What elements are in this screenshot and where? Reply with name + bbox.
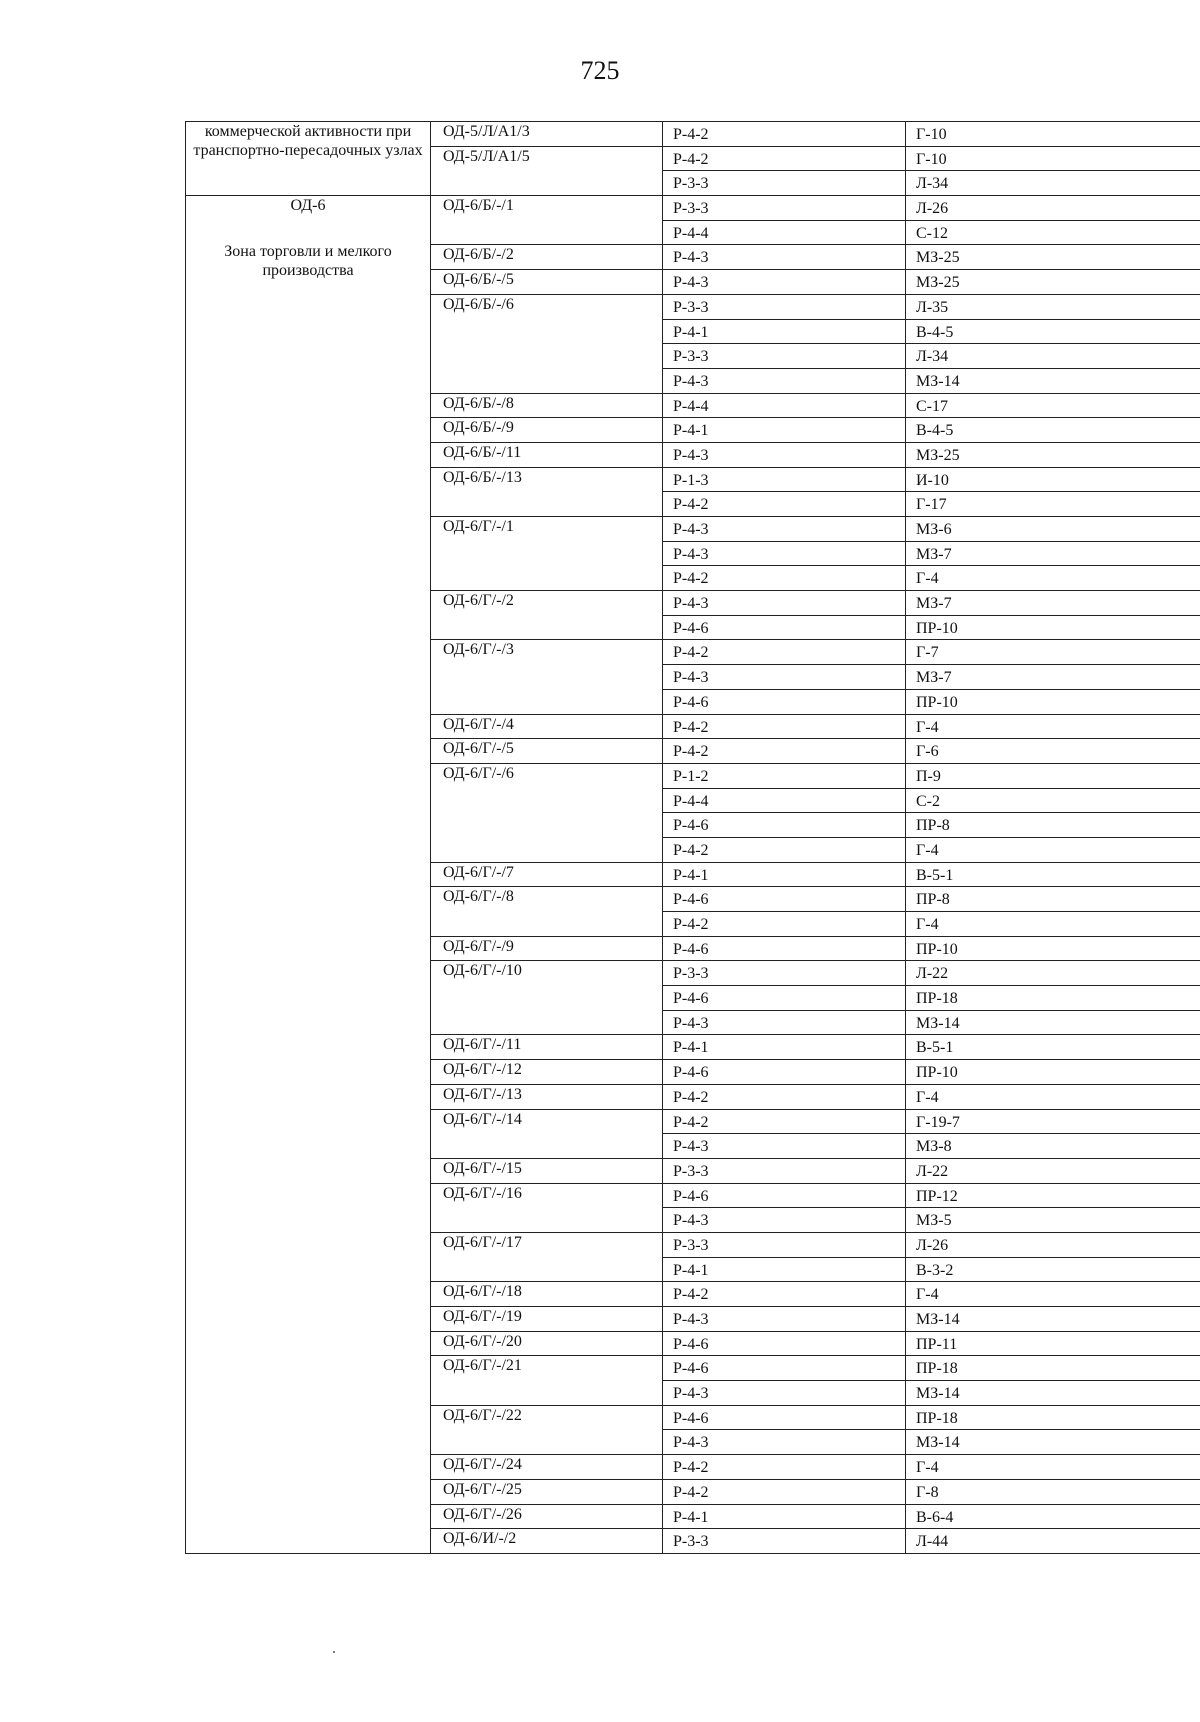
subzone-code: ОД-6/Г/-/13	[431, 1084, 663, 1109]
subzone-code: ОД-6/Г/-/5	[431, 739, 663, 764]
parameter-code: Г-8	[906, 1479, 1200, 1504]
parameter-code: ПР-18	[906, 1405, 1200, 1430]
subzone-code: ОД-6/Б/-/11	[431, 442, 663, 467]
regulation-code: Р-3-3	[663, 1232, 906, 1257]
parameter-code: ПР-10	[906, 615, 1200, 640]
parameter-code: ПР-10	[906, 1060, 1200, 1085]
subzone-code: ОД-6/Г/-/16	[431, 1183, 663, 1232]
parameter-code: ПР-8	[906, 887, 1200, 912]
regulation-code: Р-1-3	[663, 467, 906, 492]
regulation-code: Р-4-2	[663, 1084, 906, 1109]
parameter-code: С-2	[906, 788, 1200, 813]
regulation-code: Р-4-2	[663, 640, 906, 665]
parameter-code: В-5-1	[906, 862, 1200, 887]
subzone-code: ОД-6/Г/-/21	[431, 1356, 663, 1405]
parameter-code: Г-4	[906, 912, 1200, 937]
regulation-code: Р-3-3	[663, 196, 906, 221]
regulation-code: Р-4-3	[663, 1307, 906, 1332]
subzone-code: ОД-6/И/-/2	[431, 1529, 663, 1554]
parameter-code: В-4-5	[906, 319, 1200, 344]
regulation-code: Р-4-6	[663, 1405, 906, 1430]
regulation-code: Р-4-6	[663, 1331, 906, 1356]
regulation-code: Р-4-3	[663, 368, 906, 393]
subzone-code: ОД-6/Б/-/9	[431, 418, 663, 443]
zone-cell	[186, 196, 431, 1554]
parameter-code: МЗ-14	[906, 1381, 1200, 1406]
subzone-code: ОД-6/Б/-/5	[431, 270, 663, 295]
parameter-code: Г-10	[906, 146, 1200, 171]
regulation-code: Р-4-3	[663, 541, 906, 566]
regulation-code: Р-4-3	[663, 245, 906, 270]
regulation-code: Р-4-4	[663, 393, 906, 418]
regulation-code: Р-4-3	[663, 442, 906, 467]
regulation-code: Р-4-3	[663, 665, 906, 690]
parameter-code: Л-34	[906, 171, 1200, 196]
regulation-code: Р-4-1	[663, 862, 906, 887]
regulation-code: Р-4-4	[663, 788, 906, 813]
parameter-code: С-12	[906, 220, 1200, 245]
regulation-code: Р-4-6	[663, 1060, 906, 1085]
regulation-code: Р-4-6	[663, 813, 906, 838]
parameter-code: И-10	[906, 467, 1200, 492]
zone-cell	[186, 122, 431, 196]
regulation-code: Р-4-3	[663, 517, 906, 542]
regulation-code: Р-4-1	[663, 1257, 906, 1282]
parameter-code: МЗ-8	[906, 1134, 1200, 1159]
regulation-code: Р-4-1	[663, 418, 906, 443]
parameter-code: Г-19-7	[906, 1109, 1200, 1134]
regulation-code: Р-4-6	[663, 936, 906, 961]
regulation-code: Р-4-1	[663, 319, 906, 344]
regulation-code: Р-4-2	[663, 146, 906, 171]
subzone-code: ОД-5/Л/А1/5	[431, 146, 663, 195]
zoning-table-body	[186, 122, 1200, 1554]
scan-speck	[333, 1651, 335, 1653]
parameter-code: ПР-10	[906, 689, 1200, 714]
parameter-code: МЗ-14	[906, 1010, 1200, 1035]
parameter-code: МЗ-7	[906, 541, 1200, 566]
subzone-code: ОД-6/Г/-/17	[431, 1232, 663, 1281]
regulation-code: Р-4-1	[663, 1504, 906, 1529]
parameter-code: Г-10	[906, 122, 1200, 147]
regulation-code: Р-4-6	[663, 887, 906, 912]
subzone-code: ОД-6/Г/-/9	[431, 936, 663, 961]
parameter-code: МЗ-7	[906, 591, 1200, 616]
regulation-code: Р-4-2	[663, 714, 906, 739]
zone-code: ОД-6	[290, 197, 326, 215]
parameter-code: ПР-11	[906, 1331, 1200, 1356]
regulation-code: Р-3-3	[663, 1158, 906, 1183]
subzone-code: ОД-6/Г/-/4	[431, 714, 663, 739]
parameter-code: Л-34	[906, 344, 1200, 369]
parameter-code: Л-35	[906, 294, 1200, 319]
regulation-code: Р-4-6	[663, 615, 906, 640]
regulation-code: Р-4-2	[663, 122, 906, 147]
parameter-code: В-5-1	[906, 1035, 1200, 1060]
subzone-code: ОД-6/Г/-/7	[431, 862, 663, 887]
subzone-code: ОД-6/Г/-/10	[431, 961, 663, 1035]
regulation-code: Р-4-1	[663, 1035, 906, 1060]
parameter-code: В-3-2	[906, 1257, 1200, 1282]
subzone-code: ОД-6/Г/-/11	[431, 1035, 663, 1060]
regulation-code: Р-4-3	[663, 1010, 906, 1035]
regulation-code: Р-4-2	[663, 1455, 906, 1480]
zoning-table	[185, 121, 1200, 1554]
page-number: 725	[580, 56, 620, 85]
regulation-code: Р-4-6	[663, 986, 906, 1011]
parameter-code: ПР-12	[906, 1183, 1200, 1208]
regulation-code: Р-4-3	[663, 1208, 906, 1233]
parameter-code: МЗ-7	[906, 665, 1200, 690]
subzone-code: ОД-6/Г/-/26	[431, 1504, 663, 1529]
subzone-code: ОД-6/Г/-/6	[431, 763, 663, 862]
zone-name: Зона торговли и мелкого производства	[224, 243, 392, 280]
regulation-code: Р-4-2	[663, 912, 906, 937]
subzone-code: ОД-6/Г/-/1	[431, 517, 663, 591]
parameter-code: Г-4	[906, 1282, 1200, 1307]
regulation-code: Р-4-2	[663, 1282, 906, 1307]
subzone-code: ОД-6/Г/-/15	[431, 1158, 663, 1183]
parameter-code: МЗ-14	[906, 1307, 1200, 1332]
regulation-code: Р-4-6	[663, 689, 906, 714]
subzone-code: ОД-6/Б/-/2	[431, 245, 663, 270]
subzone-code: ОД-6/Г/-/2	[431, 591, 663, 640]
regulation-code: Р-4-2	[663, 492, 906, 517]
subzone-code: ОД-6/Г/-/19	[431, 1307, 663, 1332]
regulation-code: Р-3-3	[663, 961, 906, 986]
parameter-code: МЗ-25	[906, 270, 1200, 295]
parameter-code: Л-26	[906, 1232, 1200, 1257]
parameter-code: В-6-4	[906, 1504, 1200, 1529]
regulation-code: Р-4-2	[663, 566, 906, 591]
subzone-code: ОД-6/Г/-/3	[431, 640, 663, 714]
zone-gap	[192, 215, 424, 242]
parameter-code: П-9	[906, 763, 1200, 788]
subzone-code: ОД-6/Б/-/6	[431, 294, 663, 393]
regulation-code: Р-4-3	[663, 591, 906, 616]
subzone-code: ОД-6/Г/-/20	[431, 1331, 663, 1356]
parameter-code: ПР-18	[906, 986, 1200, 1011]
regulation-code: Р-3-3	[663, 344, 906, 369]
zone-name: коммерческой активности при транспортно-пересадочных узлах	[193, 123, 423, 159]
subzone-code: ОД-6/Г/-/12	[431, 1060, 663, 1085]
subzone-code: ОД-6/Г/-/22	[431, 1405, 663, 1454]
subzone-code: ОД-5/Л/А1/3	[431, 122, 663, 147]
parameter-code: МЗ-25	[906, 245, 1200, 270]
subzone-code: ОД-6/Г/-/18	[431, 1282, 663, 1307]
parameter-code: ПР-10	[906, 936, 1200, 961]
parameter-code: МЗ-5	[906, 1208, 1200, 1233]
subzone-code: ОД-6/Г/-/14	[431, 1109, 663, 1158]
parameter-code: МЗ-6	[906, 517, 1200, 542]
parameter-code: Л-44	[906, 1529, 1200, 1554]
regulation-code: Р-4-2	[663, 837, 906, 862]
regulation-code: Р-4-3	[663, 270, 906, 295]
parameter-code: Г-6	[906, 739, 1200, 764]
parameter-code: МЗ-14	[906, 1430, 1200, 1455]
parameter-code: В-4-5	[906, 418, 1200, 443]
parameter-code: ПР-18	[906, 1356, 1200, 1381]
regulation-code: Р-4-2	[663, 1109, 906, 1134]
subzone-code: ОД-6/Г/-/8	[431, 887, 663, 936]
parameter-code: С-17	[906, 393, 1200, 418]
parameter-code: Л-26	[906, 196, 1200, 221]
regulation-code: Р-3-3	[663, 171, 906, 196]
regulation-code: Р-4-3	[663, 1381, 906, 1406]
parameter-code: ПР-8	[906, 813, 1200, 838]
parameter-code: Г-4	[906, 1455, 1200, 1480]
subzone-code: ОД-6/Б/-/1	[431, 196, 663, 245]
regulation-code: Р-3-3	[663, 294, 906, 319]
regulation-code: Р-4-3	[663, 1430, 906, 1455]
subzone-code: ОД-6/Б/-/8	[431, 393, 663, 418]
parameter-code: Г-7	[906, 640, 1200, 665]
subzone-code: ОД-6/Г/-/25	[431, 1479, 663, 1504]
regulation-code: Р-4-6	[663, 1183, 906, 1208]
regulation-code: Р-4-6	[663, 1356, 906, 1381]
parameter-code: Г-4	[906, 1084, 1200, 1109]
parameter-code: Г-4	[906, 714, 1200, 739]
regulation-code: Р-4-2	[663, 1479, 906, 1504]
regulation-code: Р-1-2	[663, 763, 906, 788]
subzone-code: ОД-6/Б/-/13	[431, 467, 663, 516]
parameter-code: МЗ-14	[906, 368, 1200, 393]
regulation-code: Р-4-2	[663, 739, 906, 764]
parameter-code: Л-22	[906, 961, 1200, 986]
parameter-code: Л-22	[906, 1158, 1200, 1183]
regulation-code: Р-4-3	[663, 1134, 906, 1159]
regulation-code: Р-4-4	[663, 220, 906, 245]
parameter-code: Г-4	[906, 566, 1200, 591]
regulation-code: Р-3-3	[663, 1529, 906, 1554]
parameter-code: МЗ-25	[906, 442, 1200, 467]
parameter-code: Г-17	[906, 492, 1200, 517]
parameter-code: Г-4	[906, 837, 1200, 862]
table-row	[186, 196, 1200, 221]
subzone-code: ОД-6/Г/-/24	[431, 1455, 663, 1480]
table-row	[186, 122, 1200, 147]
